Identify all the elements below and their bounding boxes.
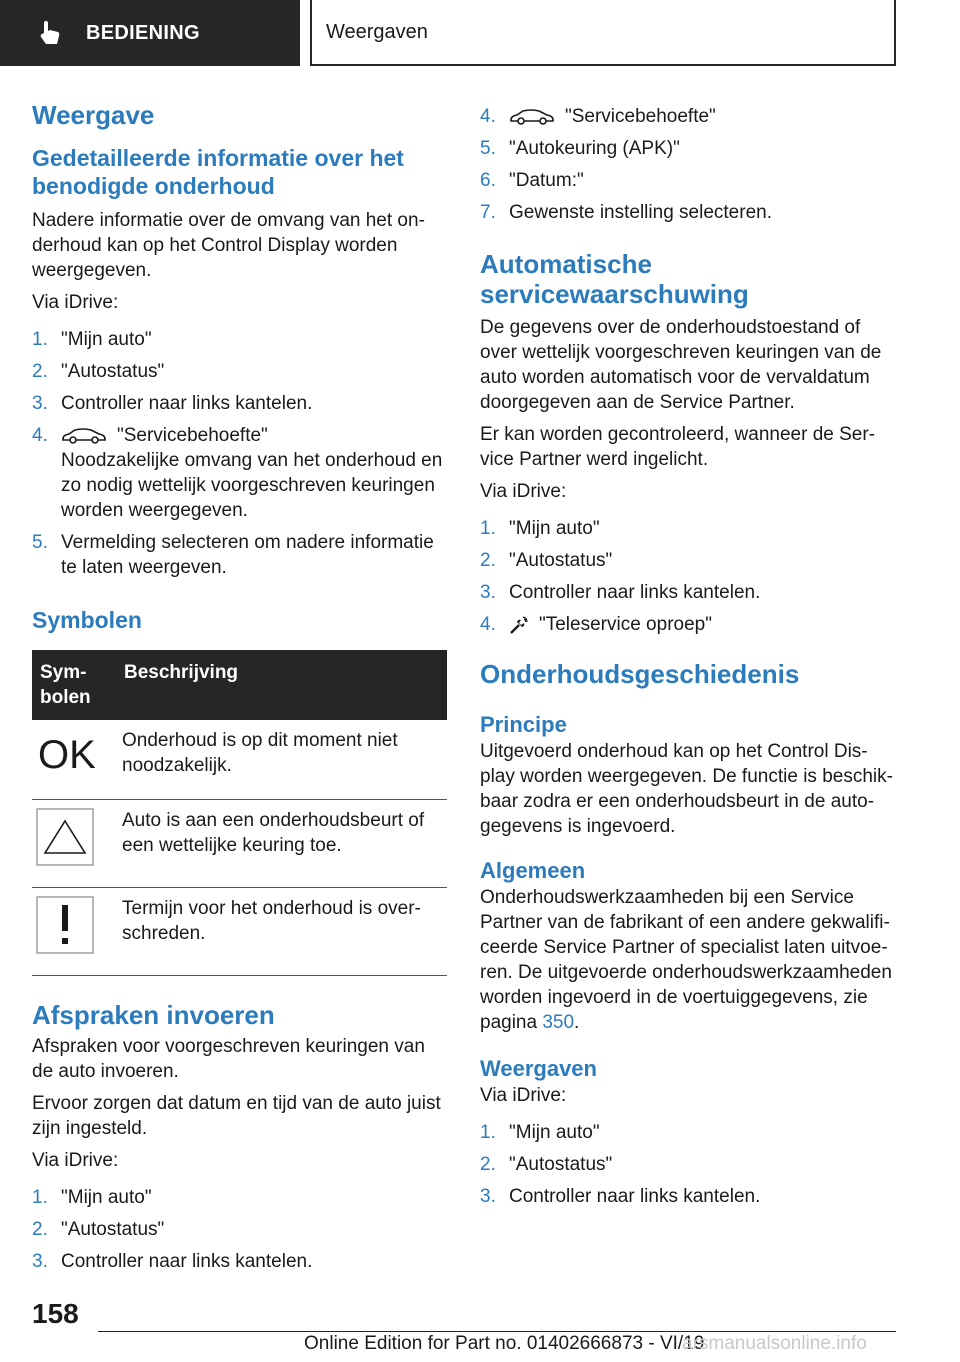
watermark: arsmanualsonline.info	[682, 1333, 867, 1354]
wrench-signal-icon	[509, 615, 529, 635]
step-number: 5.	[32, 532, 48, 553]
step-number: 6.	[480, 170, 496, 191]
table-row	[32, 800, 447, 888]
list-item	[480, 1120, 895, 1145]
list-item	[480, 136, 895, 161]
list-item	[480, 612, 895, 637]
section-label: BEDIENING	[86, 21, 200, 44]
table-cell-icon	[32, 888, 116, 976]
step-text: "Mijn auto"	[61, 329, 152, 350]
steps-list-2	[32, 1185, 447, 1274]
via-idrive-3: Via iDrive:	[480, 481, 567, 502]
step-number: 3.	[32, 393, 48, 414]
step-number: 4.	[32, 425, 48, 446]
ok-icon	[36, 728, 96, 778]
step-text: Controller naar links kantelen.	[61, 393, 313, 414]
paragraph-detail: Nadere informatie over de omvang van het onderhoud kan op het Control Display worden weergegeven.	[32, 210, 425, 281]
steps-list-continued	[480, 104, 895, 225]
step-number: 1.	[480, 518, 496, 539]
list-item	[32, 1185, 447, 1210]
step-number: 1.	[480, 1122, 496, 1143]
step-number: 1.	[32, 1187, 48, 1208]
warning-triangle-icon	[36, 808, 94, 866]
step-text: "Servicebehoefte"	[565, 106, 716, 127]
table-cell-text: Auto is aan een onderhoudsbeurt of een wettelijke keuring toe.	[116, 800, 447, 888]
step-text: "Mijn auto"	[509, 518, 600, 539]
table-cell-icon	[32, 720, 116, 800]
list-item	[480, 516, 895, 541]
steps-list-3	[480, 516, 895, 637]
step-text: Controller naar links kantelen.	[61, 1251, 313, 1272]
heading-algemeen: Algemeen	[480, 858, 586, 883]
list-item	[480, 104, 895, 129]
car-icon	[509, 108, 555, 126]
hand-pointer-icon	[36, 19, 64, 47]
list-item	[32, 1217, 447, 1242]
step-text: "Mijn auto"	[61, 1187, 152, 1208]
heading-principe: Principe	[480, 712, 567, 737]
list-item	[32, 359, 447, 384]
table-cell-text: Termijn voor het onderhoud is overschreden.	[116, 888, 447, 976]
step-number: 7.	[480, 202, 496, 223]
left-column	[32, 100, 447, 1281]
paragraph-auto-1: De gegevens over de onderhoudstoestand of over wettelijk voorgeschreven keuringen van de auto worden automatisch voor de vervaldatum doorgegeven aan de Service Partner.	[480, 317, 882, 413]
step-text: Vermelding selecteren om nadere informatie te laten weergeven.	[61, 532, 434, 578]
list-item	[32, 530, 447, 580]
footer-edition: Online Edition for Part no. 01402666873 - VI/19	[304, 1333, 705, 1354]
paragraph-afspraken-2: Ervoor zorgen dat datum en tijd van de auto juist zijn ingesteld.	[32, 1093, 441, 1139]
paragraph-algemeen: Onderhoudswerkzaamheden bij een Service Partner van de fabrikant of een andere gekwalificeerde Service Partner of specialist laten uitvoeren. De uitgevoerde onderhoudswerkzaamheden worden ingevoerd in de voertuiggegevens, zie pagina 350.	[480, 887, 892, 1033]
step-number: 4.	[480, 614, 496, 635]
list-item	[480, 200, 895, 225]
table-header-row	[32, 650, 447, 720]
heading-weergave: Weergave	[32, 100, 155, 130]
step-subtext: Noodzakelijke omvang van het onderhoud en zo nodig wettelijk voorgeschreven keuringen worden weergegeven.	[61, 450, 443, 521]
step-text: "Datum:"	[509, 170, 584, 191]
step-text: "Autostatus"	[509, 550, 613, 571]
step-text: Gewenste instelling selecteren.	[509, 202, 772, 223]
list-item	[32, 327, 447, 352]
footer-divider	[98, 1331, 896, 1332]
step-text: Controller naar links kantelen.	[509, 1186, 761, 1207]
step-number: 1.	[32, 329, 48, 350]
step-number: 2.	[480, 1154, 496, 1175]
page-number: 158	[32, 1298, 79, 1329]
list-item	[32, 391, 447, 416]
paragraph-auto-2: Er kan worden gecontroleerd, wanneer de Service Partner werd ingelicht.	[480, 424, 876, 470]
paragraph-principe: Uitgevoerd onderhoud kan op het Control Display worden weergegeven. De functie is beschikbaar zodra er een onderhoudsbeurt in de autogegevens is ingevoerd.	[480, 741, 893, 837]
chapter-label: Weergaven	[326, 20, 428, 43]
list-item	[480, 580, 895, 605]
list-item	[32, 1249, 447, 1274]
table-row	[32, 720, 447, 800]
paragraph-algemeen-text: Onderhoudswerkzaamheden bij een Service Partner van de fabrikant of een andere gekwalificeerde Service Partner of specialist laten uitvoeren. De uitgevoerde onderhoudswerkzaamheden worden ingevoerd in de voertuiggegevens, zie pagina	[480, 887, 892, 1033]
step-number: 3.	[32, 1251, 48, 1272]
step-number: 2.	[32, 361, 48, 382]
step-text: "Autostatus"	[61, 361, 165, 382]
heading-weergaven: Weergaven	[480, 1056, 597, 1081]
step-text: "Servicebehoefte"	[117, 425, 268, 446]
right-column	[480, 104, 895, 1216]
step-number: 3.	[480, 582, 496, 603]
table-row	[32, 888, 447, 976]
step-number: 2.	[32, 1219, 48, 1240]
symbols-table	[32, 650, 447, 976]
via-idrive: Via iDrive:	[32, 292, 119, 313]
list-item	[480, 1152, 895, 1177]
chapter-tab	[310, 0, 896, 66]
step-text: "Autostatus"	[509, 1154, 613, 1175]
step-number: 4.	[480, 106, 496, 127]
heading-auto-service: Automatische servicewaarschuwing	[480, 249, 749, 309]
svg-text:OK: OK	[38, 733, 96, 777]
via-idrive-4: Via iDrive:	[480, 1085, 567, 1106]
list-item	[480, 548, 895, 573]
step-text: "Teleservice oproep"	[539, 614, 712, 635]
table-header-symbols: Symbolen	[32, 650, 116, 720]
heading-onderhoudsgeschiedenis: Onderhoudsgeschiedenis	[480, 659, 800, 689]
list-item	[480, 168, 895, 193]
step-number: 5.	[480, 138, 496, 159]
step-number: 2.	[480, 550, 496, 571]
step-text: "Autokeuring (APK)"	[509, 138, 680, 159]
step-number: 3.	[480, 1186, 496, 1207]
step-text: "Mijn auto"	[509, 1122, 600, 1143]
heading-detail: Gedetailleerde informatie over het benodigde onderhoud	[32, 145, 404, 199]
list-item	[32, 423, 447, 523]
section-tab	[0, 0, 300, 66]
steps-list-1	[32, 327, 447, 580]
table-cell-text: Onderhoud is op dit moment niet noodzakelijk.	[116, 720, 447, 800]
table-cell-icon	[32, 800, 116, 888]
heading-symbolen: Symbolen	[32, 607, 142, 633]
list-item	[480, 1184, 895, 1209]
step-text: Controller naar links kantelen.	[509, 582, 761, 603]
via-idrive-2: Via iDrive:	[32, 1150, 119, 1171]
exclamation-icon	[36, 896, 94, 954]
table-header-description: Beschrijving	[116, 650, 447, 720]
car-icon	[61, 427, 107, 445]
page-reference-link[interactable]: 350	[542, 1012, 575, 1033]
heading-afspraken: Afspraken invoeren	[32, 1000, 275, 1030]
paragraph-afspraken-1: Afspraken voor voorgeschreven keuringen van de auto invoeren.	[32, 1036, 425, 1082]
step-text: "Autostatus"	[61, 1219, 165, 1240]
steps-list-4	[480, 1120, 895, 1209]
